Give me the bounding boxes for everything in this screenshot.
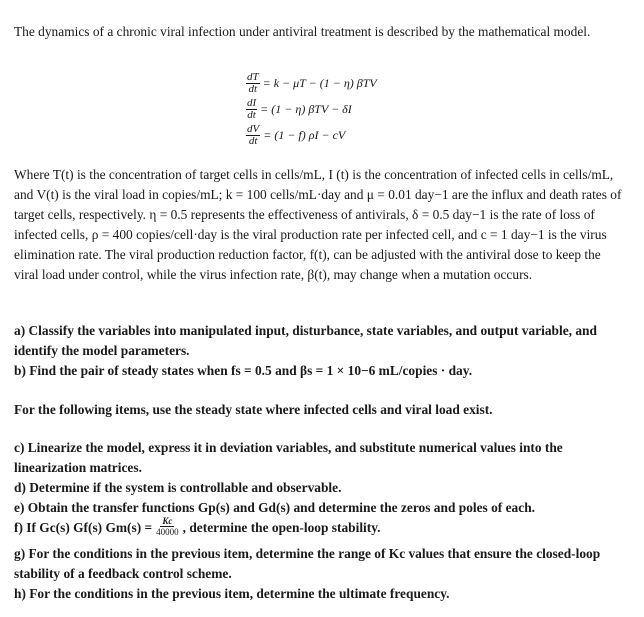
question-b: b) Find the pair of steady states when fs = 0.5 and βs = 1 × 10−6 mL/copies · day.: [14, 363, 473, 378]
variable-description: Where T(t) is the concentration of target cells in cells/mL, I (t) is the concentration of infected cells in cells/mL, and V(t) is the viral load in copies/mL; k = 100 cells/mL·day and μ = 0.01 day−1 are the influx and death rates of target cells, respectively. η = 0.5 represents the effectiveness of antivirals, δ = 0.5 day−1 is the rate of loss of infected cells, ρ = 400 copies/cell·day is the viral production rate per infected cell, and c = 1 day−1 is the virus elimination rate. The viral production reduction factor, f(t), can be adjusted with the antiviral dose to keep the viral load under control, while the virus infection rate, β(t), may change when a mutation occurs.: [14, 167, 622, 282]
question-block-ab: [14, 321, 626, 381]
question-c: c) Linearize the model, express it in deviation variables, and substitute numerical values into the linearization matrices.: [14, 440, 563, 475]
equation-dI-numerator: dI: [247, 96, 257, 109]
equation-dV-denominator: dt: [248, 134, 258, 147]
question-d: d) Determine if the system is controllable and observable.: [14, 480, 342, 495]
question-a: a) Classify the variables into manipulated input, disturbance, state variables, and output variable, and identify the model parameters.: [14, 323, 597, 358]
question-g: g) For the conditions in the previous item, determine the range of Kc values that ensure the closed-loop stability of a feedback control scheme.: [14, 546, 601, 581]
equation-dT: [246, 70, 377, 96]
question-block-c-f: [14, 438, 626, 539]
steady-state-note: For the following items, use the steady state where infected cells and viral load exist.: [14, 402, 493, 417]
intro-paragraph: The dynamics of a chronic viral infection under antiviral treatment is described by the mathematical model.: [14, 24, 591, 39]
equation-dI-rhs: = (1 − η) βTV − δI: [260, 101, 352, 116]
equation-dI: [246, 96, 377, 122]
question-e: e) Obtain the transfer functions Gp(s) and Gd(s) and determine the zeros and poles of each.: [14, 500, 535, 515]
kc-fraction-denominator: 40000: [156, 527, 179, 538]
equation-dV-rhs: = (1 − f) ρI − cV: [263, 127, 346, 142]
model-equations: [246, 70, 377, 148]
kc-fraction-numerator: Kc: [162, 516, 173, 527]
question-f-suffix: , determine the open-loop stability.: [182, 520, 381, 535]
question-f: [14, 518, 626, 539]
equation-dV: [246, 122, 377, 148]
equation-dV-numerator: dV: [247, 122, 260, 135]
equation-dT-rhs: = k − μT − (1 − η) βTV: [262, 75, 377, 90]
equation-dT-numerator: dT: [247, 70, 259, 83]
question-h: h) For the conditions in the previous item, determine the ultimate frequency.: [14, 586, 450, 601]
question-f-prefix: f) If Gc(s) Gf(s) Gm(s) =: [14, 520, 153, 535]
question-block-gh: [14, 544, 626, 604]
equation-dI-denominator: dt: [247, 108, 256, 121]
kc-fraction: [154, 516, 181, 537]
equation-dT-denominator: dt: [248, 82, 258, 95]
